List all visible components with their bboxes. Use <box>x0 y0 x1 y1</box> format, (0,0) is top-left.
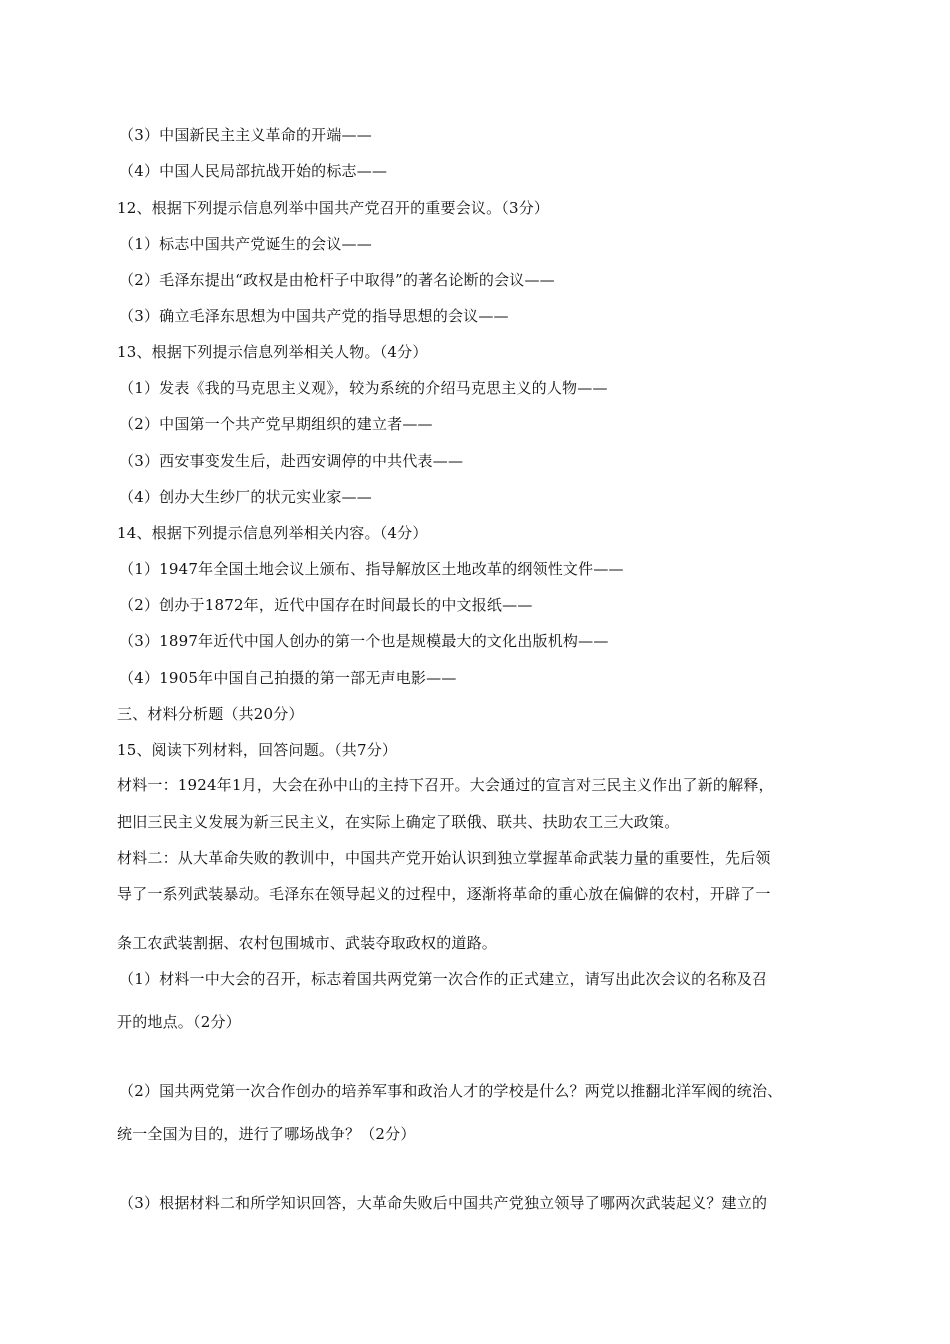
material-2-line-3: 条工农武装割据、农村包围城市、武装夺取政权的道路。 <box>117 934 498 952</box>
question-13-heading: 13、根据下列提示信息列举相关人物。（4分） <box>117 343 428 361</box>
question-15-heading: 15、阅读下列材料，回答问题。（共7分） <box>117 741 398 759</box>
material-1-line-1: 材料一：1924年1月，大会在孙中山的主持下召开。大会通过的宣言对三民主义作出了新的解释， <box>117 776 774 794</box>
q14-item-4: （4）1905年中国自己拍摄的第一部无声电影—— <box>119 669 457 687</box>
q13-item-2: （2）中国第一个共产党早期组织的建立者—— <box>119 415 433 433</box>
q14-item-3: （3）1897年近代中国人创办的第一个也是规模最大的文化出版机构—— <box>119 632 609 650</box>
q15-sub-2-line-1: （2）国共两党第一次合作创办的培养军事和政治人才的学校是什么？两党以推翻北洋军阀的统治、 <box>119 1082 783 1100</box>
q11-item-3: （3）中国新民主主义革命的开端—— <box>119 126 372 144</box>
q15-sub-2-line-2: 统一全国为目的，进行了哪场战争？（2分） <box>117 1125 416 1143</box>
q14-item-1: （1）1947年全国土地会议上颁布、指导解放区土地改革的纲领性文件—— <box>119 560 624 578</box>
q12-item-1: （1）标志中国共产党诞生的会议—— <box>119 235 372 253</box>
question-14-heading: 14、根据下列提示信息列举相关内容。（4分） <box>117 524 428 542</box>
material-1-line-2: 把旧三民主义发展为新三民主义，在实际上确定了联俄、联共、扶助农工三大政策。 <box>117 813 680 831</box>
q15-sub-1-line-1: （1）材料一中大会的召开，标志着国共两党第一次合作的正式建立，请写出此次会议的名称及召 <box>119 970 768 988</box>
material-2-line-1: 材料二：从大革命失败的教训中，中国共产党开始认识到独立掌握革命武装力量的重要性，先后领 <box>117 849 771 867</box>
q15-sub-1-line-2: 开的地点。（2分） <box>117 1013 241 1031</box>
q13-item-4: （4）创办大生纱厂的状元实业家—— <box>119 488 372 506</box>
q12-item-2: （2）毛泽东提出“政权是由枪杆子中取得”的著名论断的会议—— <box>119 271 555 289</box>
q11-item-4: （4）中国人民局部抗战开始的标志—— <box>119 162 388 180</box>
q12-item-3: （3）确立毛泽东思想为中国共产党的指导思想的会议—— <box>119 307 509 325</box>
q14-item-2: （2）创办于1872年，近代中国存在时间最长的中文报纸—— <box>119 596 533 614</box>
q13-item-1: （1）发表《我的马克思主义观》，较为系统的介绍马克思主义的人物—— <box>119 379 608 397</box>
q15-sub-3-line-1: （3）根据材料二和所学知识回答，大革命失败后中国共产党独立领导了哪两次武装起义？建立的 <box>119 1194 768 1212</box>
material-2-line-2: 导了一系列武装暴动。毛泽东在领导起义的过程中，逐渐将革命的重心放在偏僻的农村，开辟了一 <box>117 885 771 903</box>
q13-item-3: （3）西安事变发生后，赴西安调停的中共代表—— <box>119 452 464 470</box>
question-12-heading: 12、根据下列提示信息列举中国共产党召开的重要会议。（3分） <box>117 199 550 217</box>
section-3-heading: 三、材料分析题（共20分） <box>117 705 304 723</box>
